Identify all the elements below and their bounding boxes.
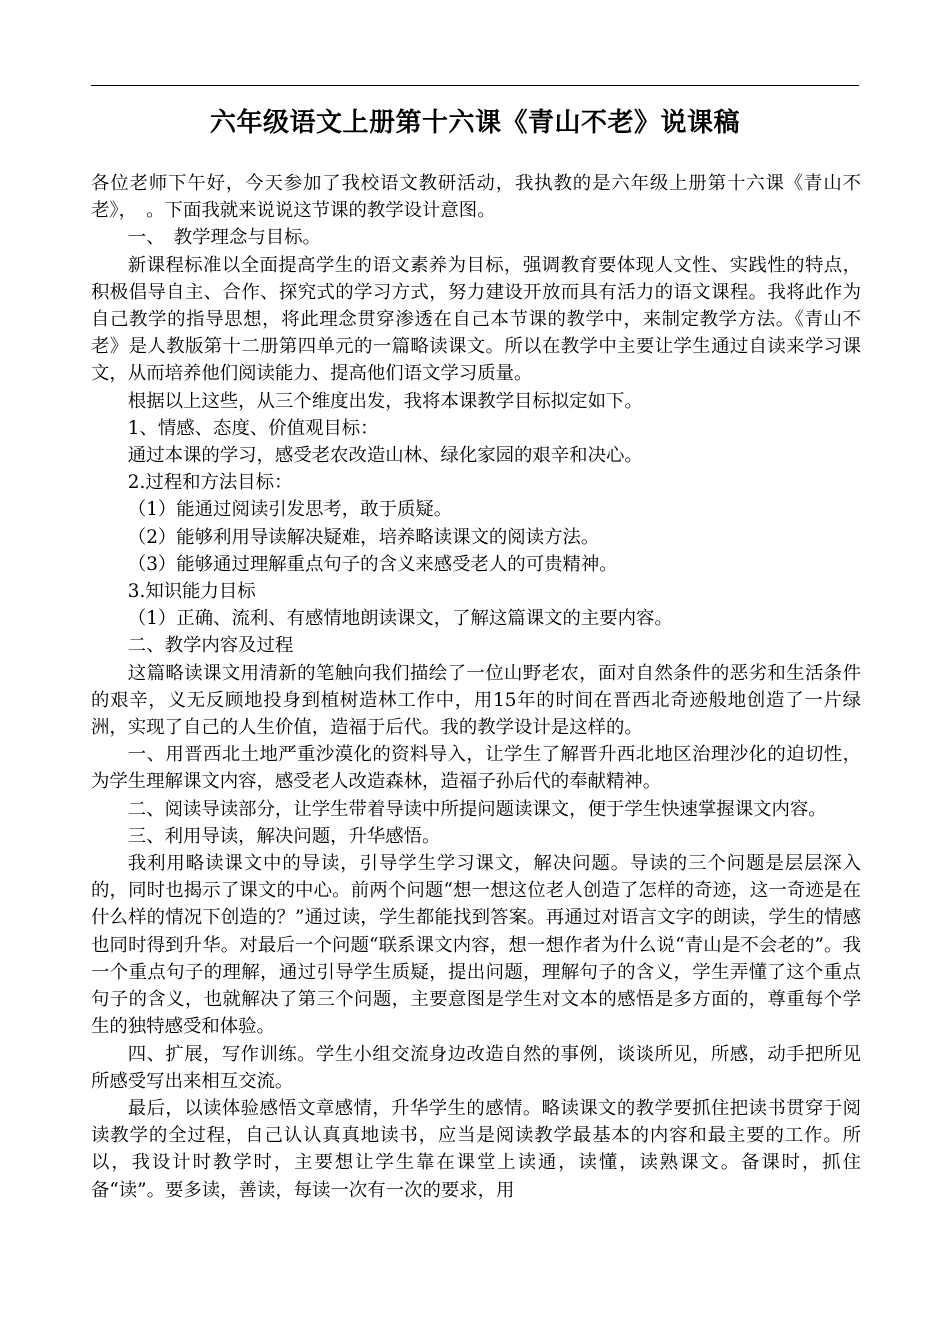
paragraph: （1）正确、流利、有感情地朗读课文，了解这篇课文的主要内容。 <box>127 608 673 630</box>
paragraph: 新课程标准以全面提高学生的语文素养为目标，强调教育要体现人文性、实践性的特点，积极倡导自主、合作、探究式的学习方式，努力建设开放而具有活力的语文课程。我将此作为自己教学的指导思想，将此理念贯穿渗透在自己本节课的教学中，来制定教学方法。《青山不老》是人教版第十二册第四单元的一篇略读课文。所以在教学中主要让学生通过自读来学习课文，从而培养他们阅读能力、提高他们语文学习质量。 <box>91 254 861 385</box>
paragraph: 这篇略读课文用清新的笔触向我们描绘了一位山野老农，面对自然条件的恶劣和生活条件的艰辛，义无反顾地投身到植树造林工作中，用15年的时间在晋西北奇迹般地创造了一片绿洲，实现了自己的人生价值，造福于后代。我的教学设计是这样的。 <box>91 662 861 739</box>
document-title: 六年级语文上册第十六课《青山不老》说课稿 <box>209 108 740 138</box>
paragraph: 2.过程和方法目标： <box>127 472 293 494</box>
paragraph: 三、利用导读，解决问题，升华感悟。 <box>127 825 441 847</box>
paragraph: 二、阅读导读部分，让学生带着导读中所提问题读课文，便于学生快速掌握课文内容。 <box>127 798 827 820</box>
paragraph: 我利用略读课文中的导读，引导学生学习课文，解决问题。导读的三个问题是层层深入的，同时也揭示了课文的中心。前两个问题“想一想这位老人创造了怎样的奇迹，这一奇迹是在什么样的情况下创造的？”通过读，学生都能找到答案。再通过对语言文字的朗读，学生的情感也同时得到升华。对最后一个问题“联系课文内容，想一想作者为什么说“青山是不会老的”。我一个重点句子的理解，通过引导学生质疑，提出问题，理解句子的含义，学生弄懂了这个重点句子的含义，也就解决了第三个问题，主要意图是学生对文本的感悟是多方面的，尊重每个学生的独特感受和体验。 <box>91 853 861 1038</box>
paragraph: 一、 教学理念与目标。 <box>127 227 321 249</box>
paragraph: 四、扩展，写作训练。学生小组交流身边改造自然的事例，谈谈所见，所感，动手把所见所感受写出来相互交流。 <box>91 1043 861 1092</box>
paragraph: 通过本课的学习，感受老农改造山林、绿化家园的艰辛和决心。 <box>127 445 643 467</box>
paragraph: （1）能通过阅读引发思考，敢于质疑。 <box>127 499 453 521</box>
paragraph: （2）能够利用导读解决疑难，培养略读课文的阅读方法。 <box>127 526 600 548</box>
paragraph: 1、情感、态度、价值观目标： <box>127 417 379 439</box>
paragraph: 一、用晋西北土地严重沙漠化的资料导入，让学生了解晋升西北地区治理沙化的迫切性，为学生理解课文内容，感受老人改造森林，造福子孙后代的奉献精神。 <box>91 744 861 793</box>
header-rule <box>91 85 859 86</box>
document-body <box>91 170 861 1204</box>
paragraph: 最后，以读体验感悟文章感情，升华学生的感情。略读课文的教学要抓住把读书贯穿于阅读教学的全过程，自己认认真真地读书，应当是阅读教学最基本的内容和最主要的工作。所以，我设计时教学时，主要想让学生靠在课堂上读通，读懂，读熟课文。备课时，抓住备“读”。要多读，善读，每读一次有一次的要求，用 <box>91 1097 861 1201</box>
paragraph: 二、教学内容及过程 <box>127 635 294 657</box>
paragraph: 根据以上这些，从三个维度出发，我将本课教学目标拟定如下。 <box>127 390 643 412</box>
paragraph: 各位老师下午好，今天参加了我校语文教研活动，我执教的是六年级上册第十六课《青山不老》， 。下面我就来说说这节课的教学设计意图。 <box>91 173 861 222</box>
paragraph: （3）能够通过理解重点句子的含义来感受老人的可贵精神。 <box>127 553 618 575</box>
paragraph: 3.知识能力目标 <box>127 581 256 603</box>
